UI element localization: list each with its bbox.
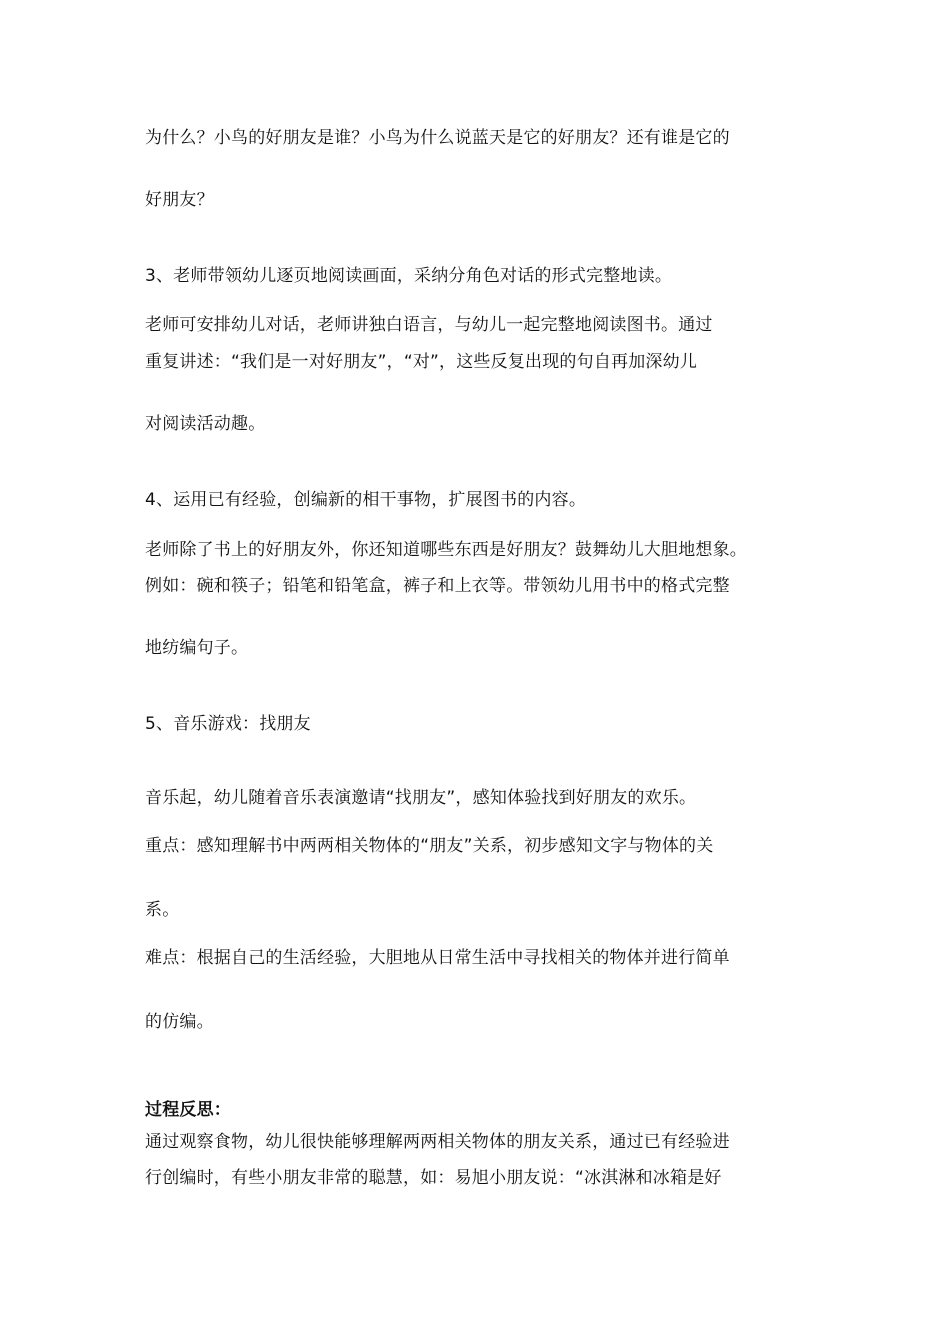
paragraph-line: 老师可安排幼儿对话，老师讲独白语言，与幼儿一起完整地阅读图书。通过 bbox=[145, 315, 713, 335]
step-4-heading: 4、运用已有经验，创编新的相干事物，扩展图书的内容。 bbox=[145, 490, 587, 510]
paragraph-line: 为什么？小鸟的好朋友是谁？小鸟为什么说蓝天是它的好朋友？还有谁是它的 bbox=[145, 128, 730, 148]
paragraph-line: 的仿编。 bbox=[145, 1012, 214, 1032]
paragraph-line: 好朋友？ bbox=[145, 190, 214, 210]
paragraph-line: 音乐起，幼儿随着音乐表演邀请“找朋友”，感知体验找到好朋友的欢乐。 bbox=[145, 788, 697, 808]
paragraph-line: 系。 bbox=[145, 900, 180, 920]
difficulty-line: 难点：根据自己的生活经验，大胆地从日常生活中寻找相关的物体并进行简单 bbox=[145, 948, 730, 968]
paragraph-line: 对阅读活动趣。 bbox=[145, 414, 266, 434]
paragraph-line: 地纺编句子。 bbox=[145, 638, 249, 658]
paragraph-line: 例如：碗和筷子；铅笔和铅笔盒，裤子和上衣等。带领幼儿用书中的格式完整 bbox=[145, 576, 730, 596]
reflection-heading: 过程反思： bbox=[145, 1100, 231, 1120]
paragraph-line: 通过观察食物，幼儿很快能够理解两两相关物体的朋友关系，通过已有经验进 bbox=[145, 1132, 730, 1152]
key-point-line: 重点：感知理解书中两两相关物体的“朋友”关系，初步感知文字与物体的关 bbox=[145, 836, 714, 856]
step-3-heading: 3、老师带领幼儿逐页地阅读画面，采纳分角色对话的形式完整地读。 bbox=[145, 266, 673, 286]
step-5-heading: 5、音乐游戏：找朋友 bbox=[145, 714, 311, 734]
paragraph-line: 老师除了书上的好朋友外，你还知道哪些东西是好朋友？鼓舞幼儿大胆地想象。 bbox=[145, 540, 747, 560]
paragraph-line: 重复讲述：“我们是一对好朋友”，“对”，这些反复出现的句自再加深幼儿 bbox=[145, 352, 698, 372]
paragraph-line: 行创编时，有些小朋友非常的聪慧，如：易旭小朋友说：“冰淇淋和冰箱是好 bbox=[145, 1168, 722, 1188]
